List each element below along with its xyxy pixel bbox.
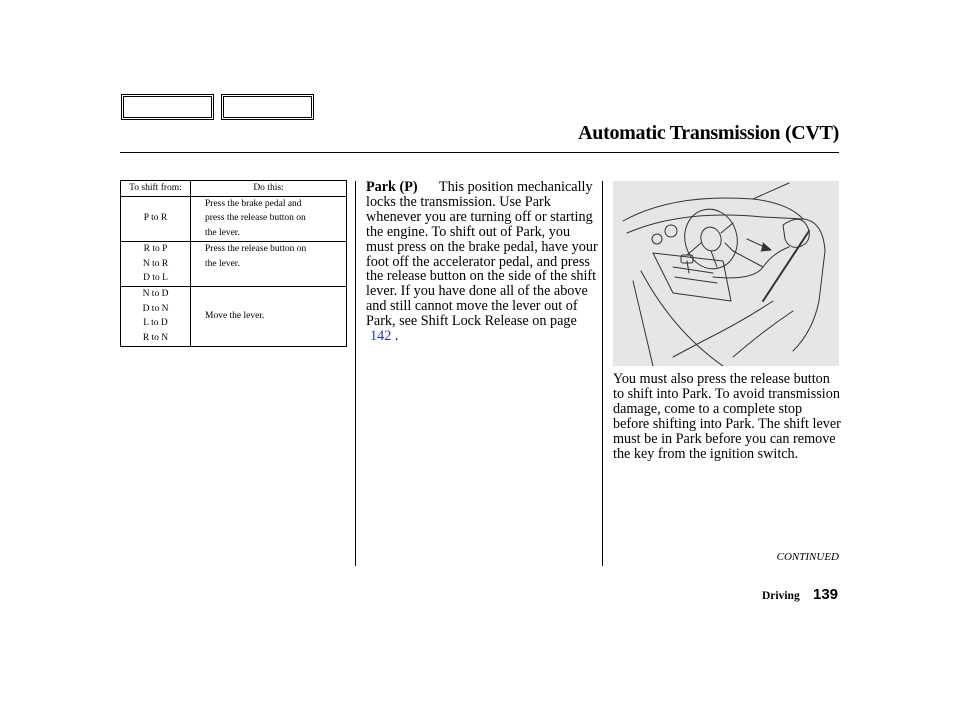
footer-section-name: Driving — [762, 590, 800, 602]
action-line: the lever. — [205, 258, 240, 269]
from-cell — [121, 196, 191, 241]
action-cell — [191, 286, 347, 346]
action-cell — [191, 241, 347, 286]
column-divider-1 — [355, 181, 356, 566]
shift-table — [120, 180, 347, 347]
shift-from: R to N — [142, 333, 169, 344]
continued-label: CONTINUED — [776, 551, 839, 563]
title-rule — [120, 152, 839, 153]
action-cell — [191, 196, 347, 241]
action-line: Press the brake pedal and — [205, 198, 302, 209]
shift-from: D to N — [142, 303, 169, 314]
action-line: Move the lever. — [205, 310, 265, 321]
action-line: press the release button on — [205, 213, 306, 224]
park-body: This position mechanically locks the transmission. Use Park whenever you are turning off or starting the engine. To shift out of Park, you must press on the brake pedal, have your foot off the accelerator pedal, and press the release button on the side of the shift lever. If you have done all of the above and still cannot move the lever out of Park, see Shift Lock Release on page — [366, 179, 598, 330]
driver-shifting-illustration — [613, 181, 839, 366]
column-header-action: Do this: — [191, 181, 347, 197]
park-section — [366, 180, 598, 344]
page-link-142[interactable]: 142 — [370, 328, 392, 345]
shift-from: R to P — [143, 243, 168, 254]
link-suffix: . — [394, 328, 399, 345]
shift-from: P to R — [143, 213, 168, 224]
nav-button-1[interactable] — [121, 94, 214, 120]
column-divider-2 — [602, 181, 603, 566]
shift-from: N to R — [142, 258, 169, 269]
park-caution-text: You must also press the release button to shift into Park. To avoid transmission damage, come to a complete stop before shifting into Park. The shift lever must be in Park before you can remove the key from the ignition switch. — [613, 371, 841, 462]
nav-button-2[interactable] — [221, 94, 314, 120]
shift-from: L to D — [143, 318, 168, 329]
page-title: Automatic Transmission (CVT) — [578, 122, 839, 144]
from-cell — [121, 241, 191, 286]
park-heading: Park (P) — [366, 179, 418, 195]
table-header-row — [121, 181, 347, 197]
table-row — [121, 196, 347, 241]
shift-from: N to D — [142, 288, 169, 299]
column-header-from: To shift from: — [121, 181, 191, 197]
action-line: the lever. — [205, 228, 240, 239]
page-number: 139 — [813, 586, 839, 603]
table-row — [121, 241, 347, 286]
from-cell — [121, 286, 191, 346]
driver-illustration-icon — [613, 181, 839, 366]
shift-from: D to L — [143, 273, 168, 284]
action-line: Press the release button on — [205, 243, 307, 254]
table-row — [121, 286, 347, 346]
